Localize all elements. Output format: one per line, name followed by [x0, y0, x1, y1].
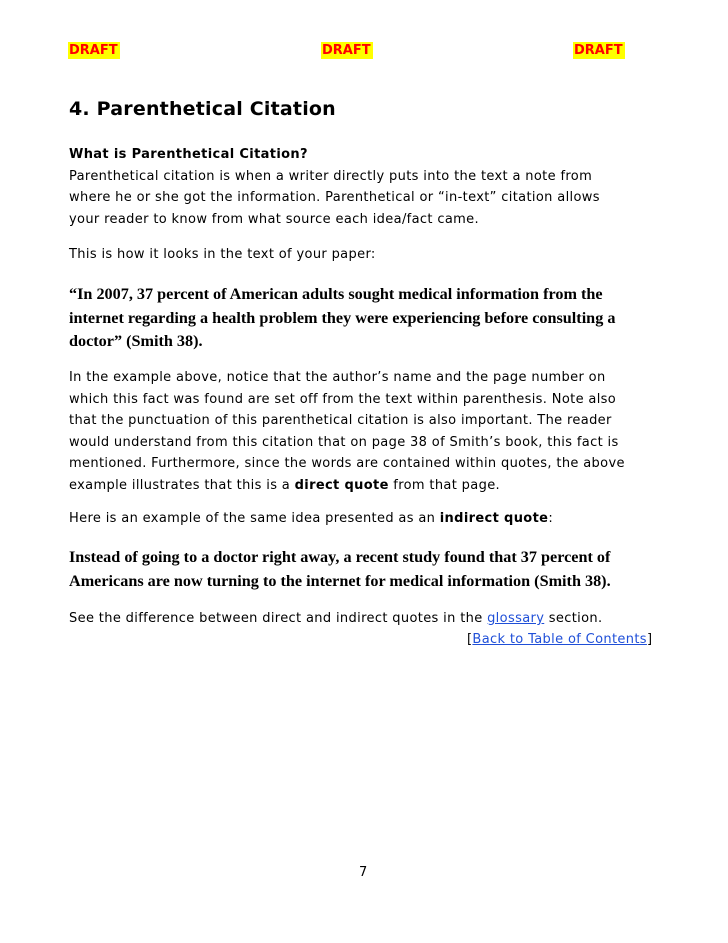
section-title: 4. Parenthetical Citation — [69, 98, 336, 120]
glossary-text: See the difference between direct and indirect quotes in the — [69, 611, 488, 626]
page-number: 7 — [359, 865, 368, 880]
glossary-link[interactable]: glossary — [487, 611, 545, 626]
intro-paragraph — [69, 144, 669, 230]
question-heading: What is Parenthetical Citation? — [69, 147, 308, 162]
back-to-toc — [467, 631, 652, 649]
indirect-quote-example — [69, 546, 669, 593]
back-to-toc-link[interactable]: Back to Table of Contents — [472, 632, 647, 647]
quote-line: Americans are now turning to the internet for medical information (Smith 38). — [69, 571, 611, 590]
explanation-line: In the example above, notice that the author’s name and the page number on — [69, 370, 606, 385]
draft-header — [68, 42, 628, 60]
glossary-paragraph — [69, 608, 669, 630]
explanation-line: mentioned. Furthermore, since the words are contained within quotes, the above — [69, 456, 625, 471]
bracket-close: ] — [646, 632, 653, 647]
quote-line: internet regarding a health problem they were experiencing before consulting a — [69, 308, 616, 327]
explanation-text: from that page. — [388, 477, 501, 493]
explanation-line: would understand from this citation that on page 38 of Smith’s book, this fact is — [69, 434, 619, 450]
bracket-open: [ — [467, 632, 473, 647]
explanation-line — [69, 475, 669, 497]
explanation-line: that the punctuation of this parenthetical citation is also important. The reader — [69, 413, 612, 428]
direct-quote-term: direct quote — [294, 477, 389, 493]
intro-line: Parenthetical citation is when a writer directly puts into the text a note from — [69, 168, 593, 184]
draft-label: DRAFT — [574, 43, 623, 58]
indirect-quote-term: indirect quote — [439, 511, 549, 526]
intro-line: where he or she got the information. Parenthetical or “in-text” citation allows — [69, 190, 600, 205]
explanation-line: which this fact was found are set off from the text within parenthesis. Note also — [69, 391, 617, 407]
draft-label: DRAFT — [69, 43, 118, 58]
glossary-line — [69, 608, 669, 630]
lead-in-paragraph — [69, 244, 669, 266]
indirect-intro-text: : — [548, 511, 554, 526]
direct-quote-example — [69, 283, 669, 354]
indirect-intro-paragraph — [69, 508, 669, 530]
quote-line: Instead of going to a doctor right away, a recent study found that 37 percent of — [69, 548, 611, 566]
draft-label: DRAFT — [322, 43, 371, 58]
intro-line: your reader to know from what source each idea/fact came. — [69, 211, 480, 227]
quote-line: “In 2007, 37 percent of American adults sought medical information from the — [69, 285, 603, 303]
explanation-paragraph — [69, 367, 669, 496]
indirect-intro-line — [69, 508, 669, 530]
glossary-text: section. — [544, 611, 603, 626]
indirect-intro-text: Here is an example of the same idea presented as an — [69, 511, 440, 526]
explanation-text: example illustrates that this is a — [69, 477, 295, 493]
lead-in-text: This is how it looks in the text of your paper: — [69, 247, 376, 262]
quote-line: doctor” (Smith 38). — [69, 332, 203, 350]
